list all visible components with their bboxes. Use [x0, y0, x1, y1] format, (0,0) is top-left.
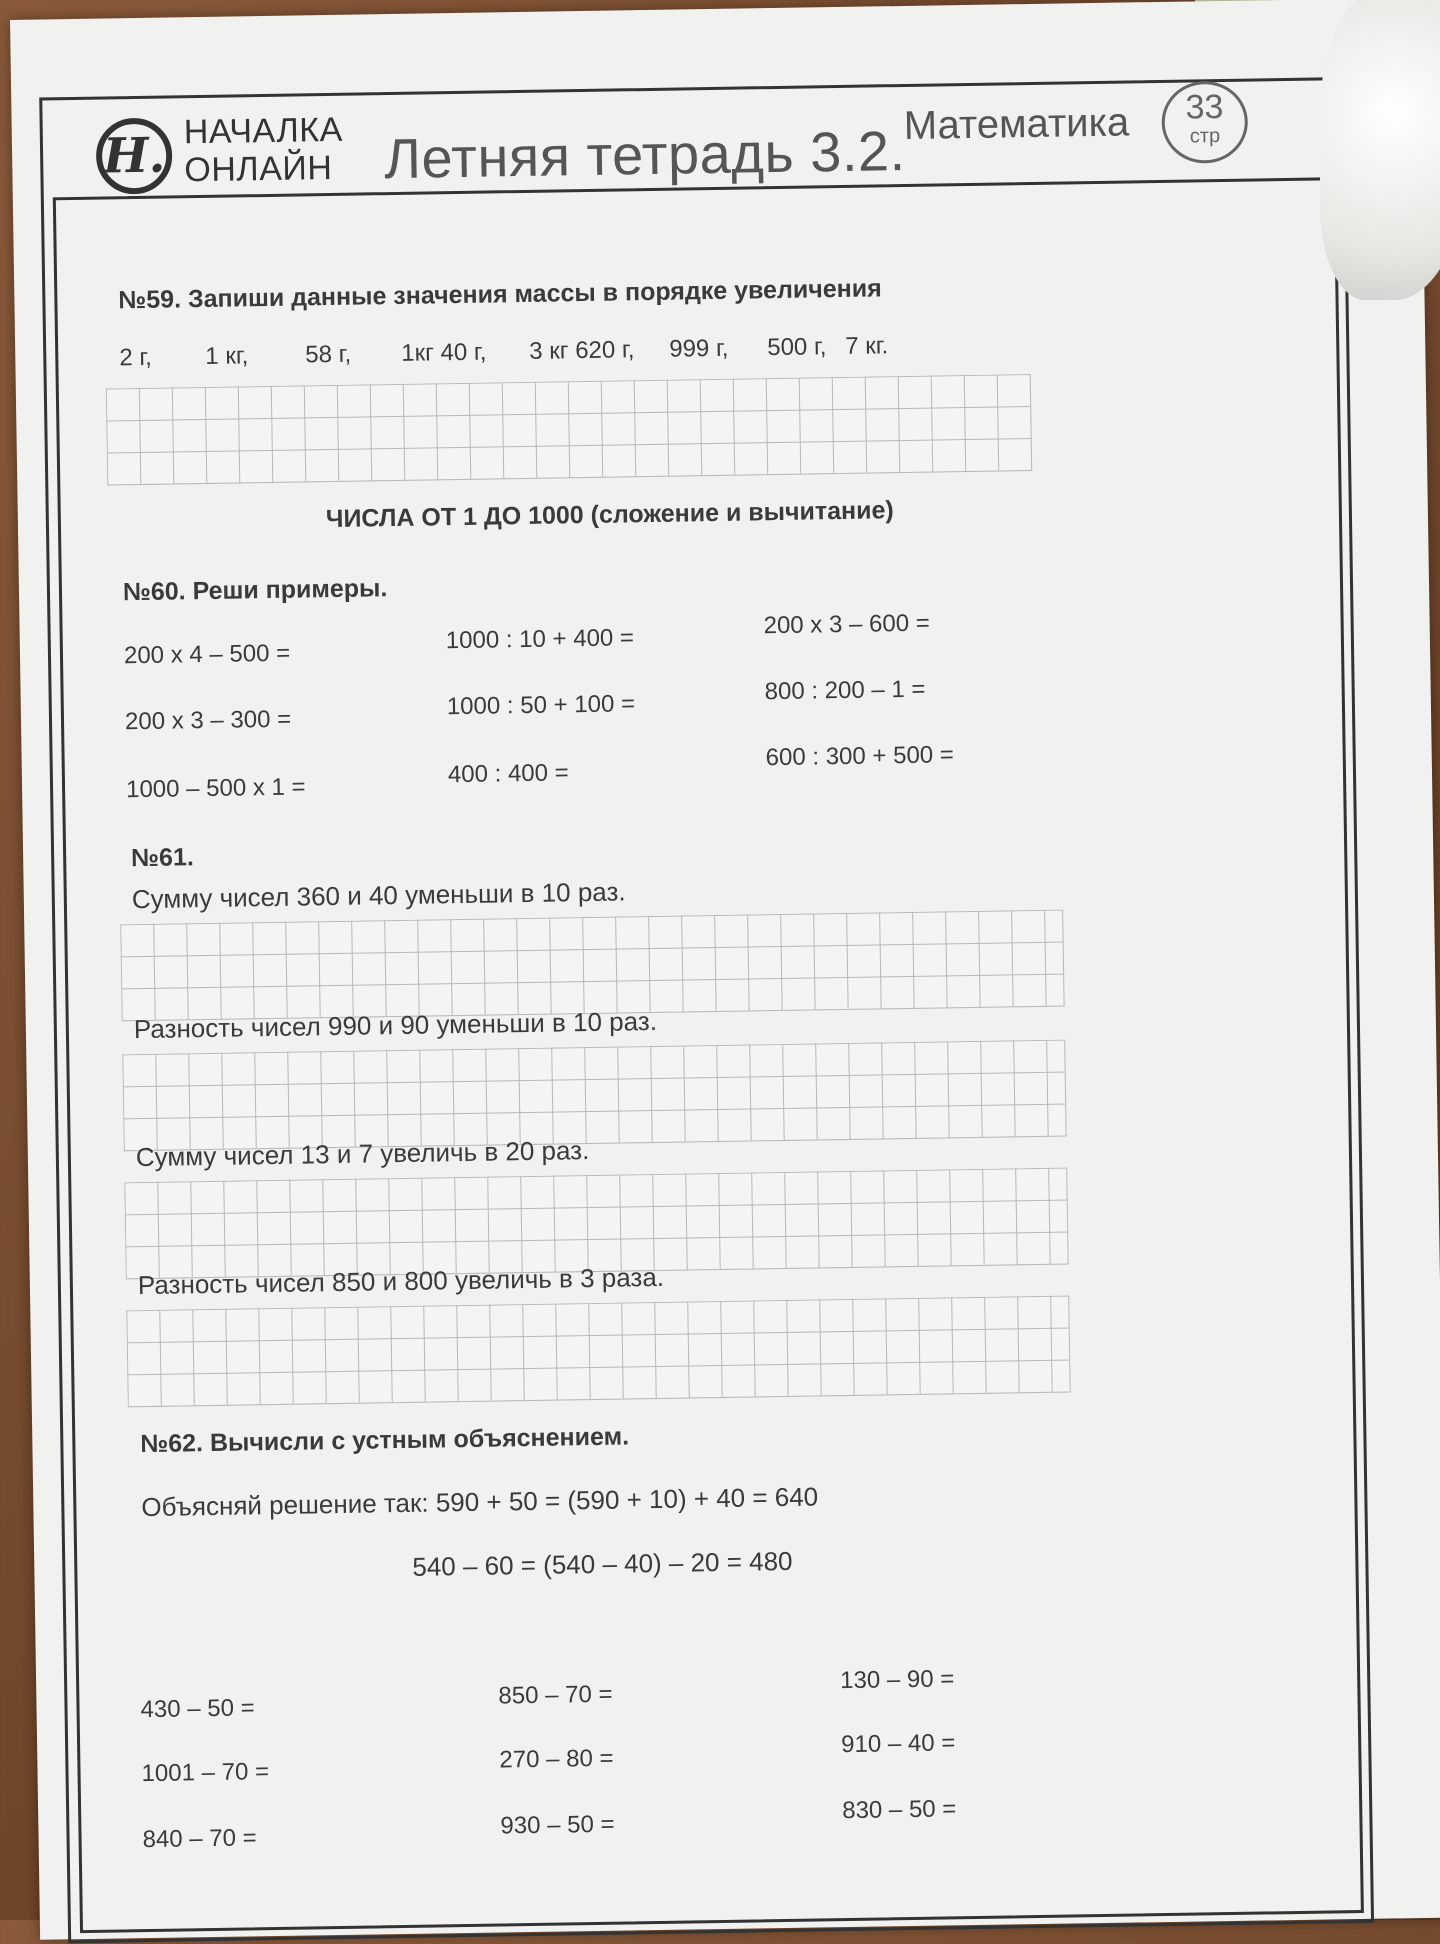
task-61-item-1: Сумму чисел 360 и 40 уменьши в 10 раз. [131, 876, 626, 915]
example-60-1-1: 200 x 4 – 500 = [123, 639, 291, 670]
task-61-item-2: Разность чисел 990 и 90 уменьши в 10 раз. [133, 1005, 658, 1045]
mass-value-7: 500 г, [767, 333, 827, 362]
task-61-item-4: Разность чисел 850 и 800 увеличь в 3 раза. [137, 1261, 665, 1301]
subject-title: Математика [903, 100, 1130, 148]
example-60-2-1: 1000 : 10 + 400 = [445, 624, 635, 655]
mass-value-6: 999 г, [669, 334, 729, 363]
section-title: ЧИСЛА ОТ 1 ДО 1000 (сложение и вычитание) [325, 496, 894, 534]
calc-62-2-2: 270 – 80 = [499, 1744, 614, 1774]
mass-value-8: 7 кг. [845, 332, 889, 360]
mass-value-4: 1кг 40 г, [401, 338, 487, 367]
answer-grid-61-2[interactable] [122, 1040, 1066, 1152]
example-60-3-2: 800 : 200 – 1 = [764, 675, 926, 706]
fabric-object [1320, 0, 1440, 300]
calc-62-1-3: 840 – 70 = [142, 1824, 257, 1854]
mass-value-3: 58 г, [305, 340, 352, 369]
example-60-2-2: 1000 : 50 + 100 = [446, 690, 636, 721]
example-60-3-3: 600 : 300 + 500 = [765, 741, 955, 772]
task-62-example-1: Объясняй решение так: 590 + 50 = (590 + 10) + 40 = 640 [141, 1481, 819, 1523]
logo-text [183, 111, 343, 189]
logo-mark-icon: Н. [96, 117, 173, 194]
logo-line-2: ОНЛАЙН [184, 148, 333, 190]
logo-line-1: НАЧАЛКА [183, 110, 344, 152]
task-61-heading: №61. [130, 843, 195, 873]
page-label: стр [1189, 125, 1221, 148]
task-62-heading: №62. Вычисли с устным объяснением. [140, 1422, 630, 1459]
task-60-heading: №60. Реши примеры. [122, 574, 388, 607]
logo [63, 103, 344, 207]
task-59-heading: №59. Запиши данные значения массы в порядке увеличения [118, 274, 882, 315]
example-60-2-3: 400 : 400 = [447, 759, 569, 789]
example-60-3-1: 200 x 3 – 600 = [763, 609, 930, 640]
answer-grid-59[interactable] [106, 374, 1032, 486]
answer-grid-61-4[interactable] [126, 1296, 1070, 1408]
page-title: Летняя тетрадь 3.2. [383, 118, 907, 191]
calc-62-3-2: 910 – 40 = [840, 1729, 956, 1759]
task-62-example-2: 540 – 60 = (540 – 40) – 20 = 480 [412, 1545, 793, 1582]
example-60-1-3: 1000 – 500 x 1 = [125, 773, 306, 804]
calc-62-3-1: 130 – 90 = [839, 1665, 955, 1695]
calc-62-1-2: 1001 – 70 = [141, 1758, 270, 1788]
task-61-item-3: Сумму чисел 13 и 7 увеличь в 20 раз. [135, 1135, 590, 1173]
answer-grid-61-1[interactable] [120, 910, 1064, 1022]
example-60-1-2: 200 x 3 – 300 = [124, 705, 292, 736]
mass-value-2: 1 кг, [205, 342, 249, 370]
calc-62-3-3: 830 – 50 = [842, 1795, 957, 1825]
worksheet-page [10, 0, 1440, 1940]
calc-62-2-1: 850 – 70 = [498, 1680, 613, 1710]
calc-62-1-1: 430 – 50 = [140, 1694, 255, 1724]
page-number: 33 [1185, 87, 1224, 127]
mass-value-5: 3 кг 620 г, [529, 336, 635, 365]
calc-62-2-3: 930 – 50 = [500, 1810, 615, 1840]
mass-value-1: 2 г, [119, 343, 153, 372]
